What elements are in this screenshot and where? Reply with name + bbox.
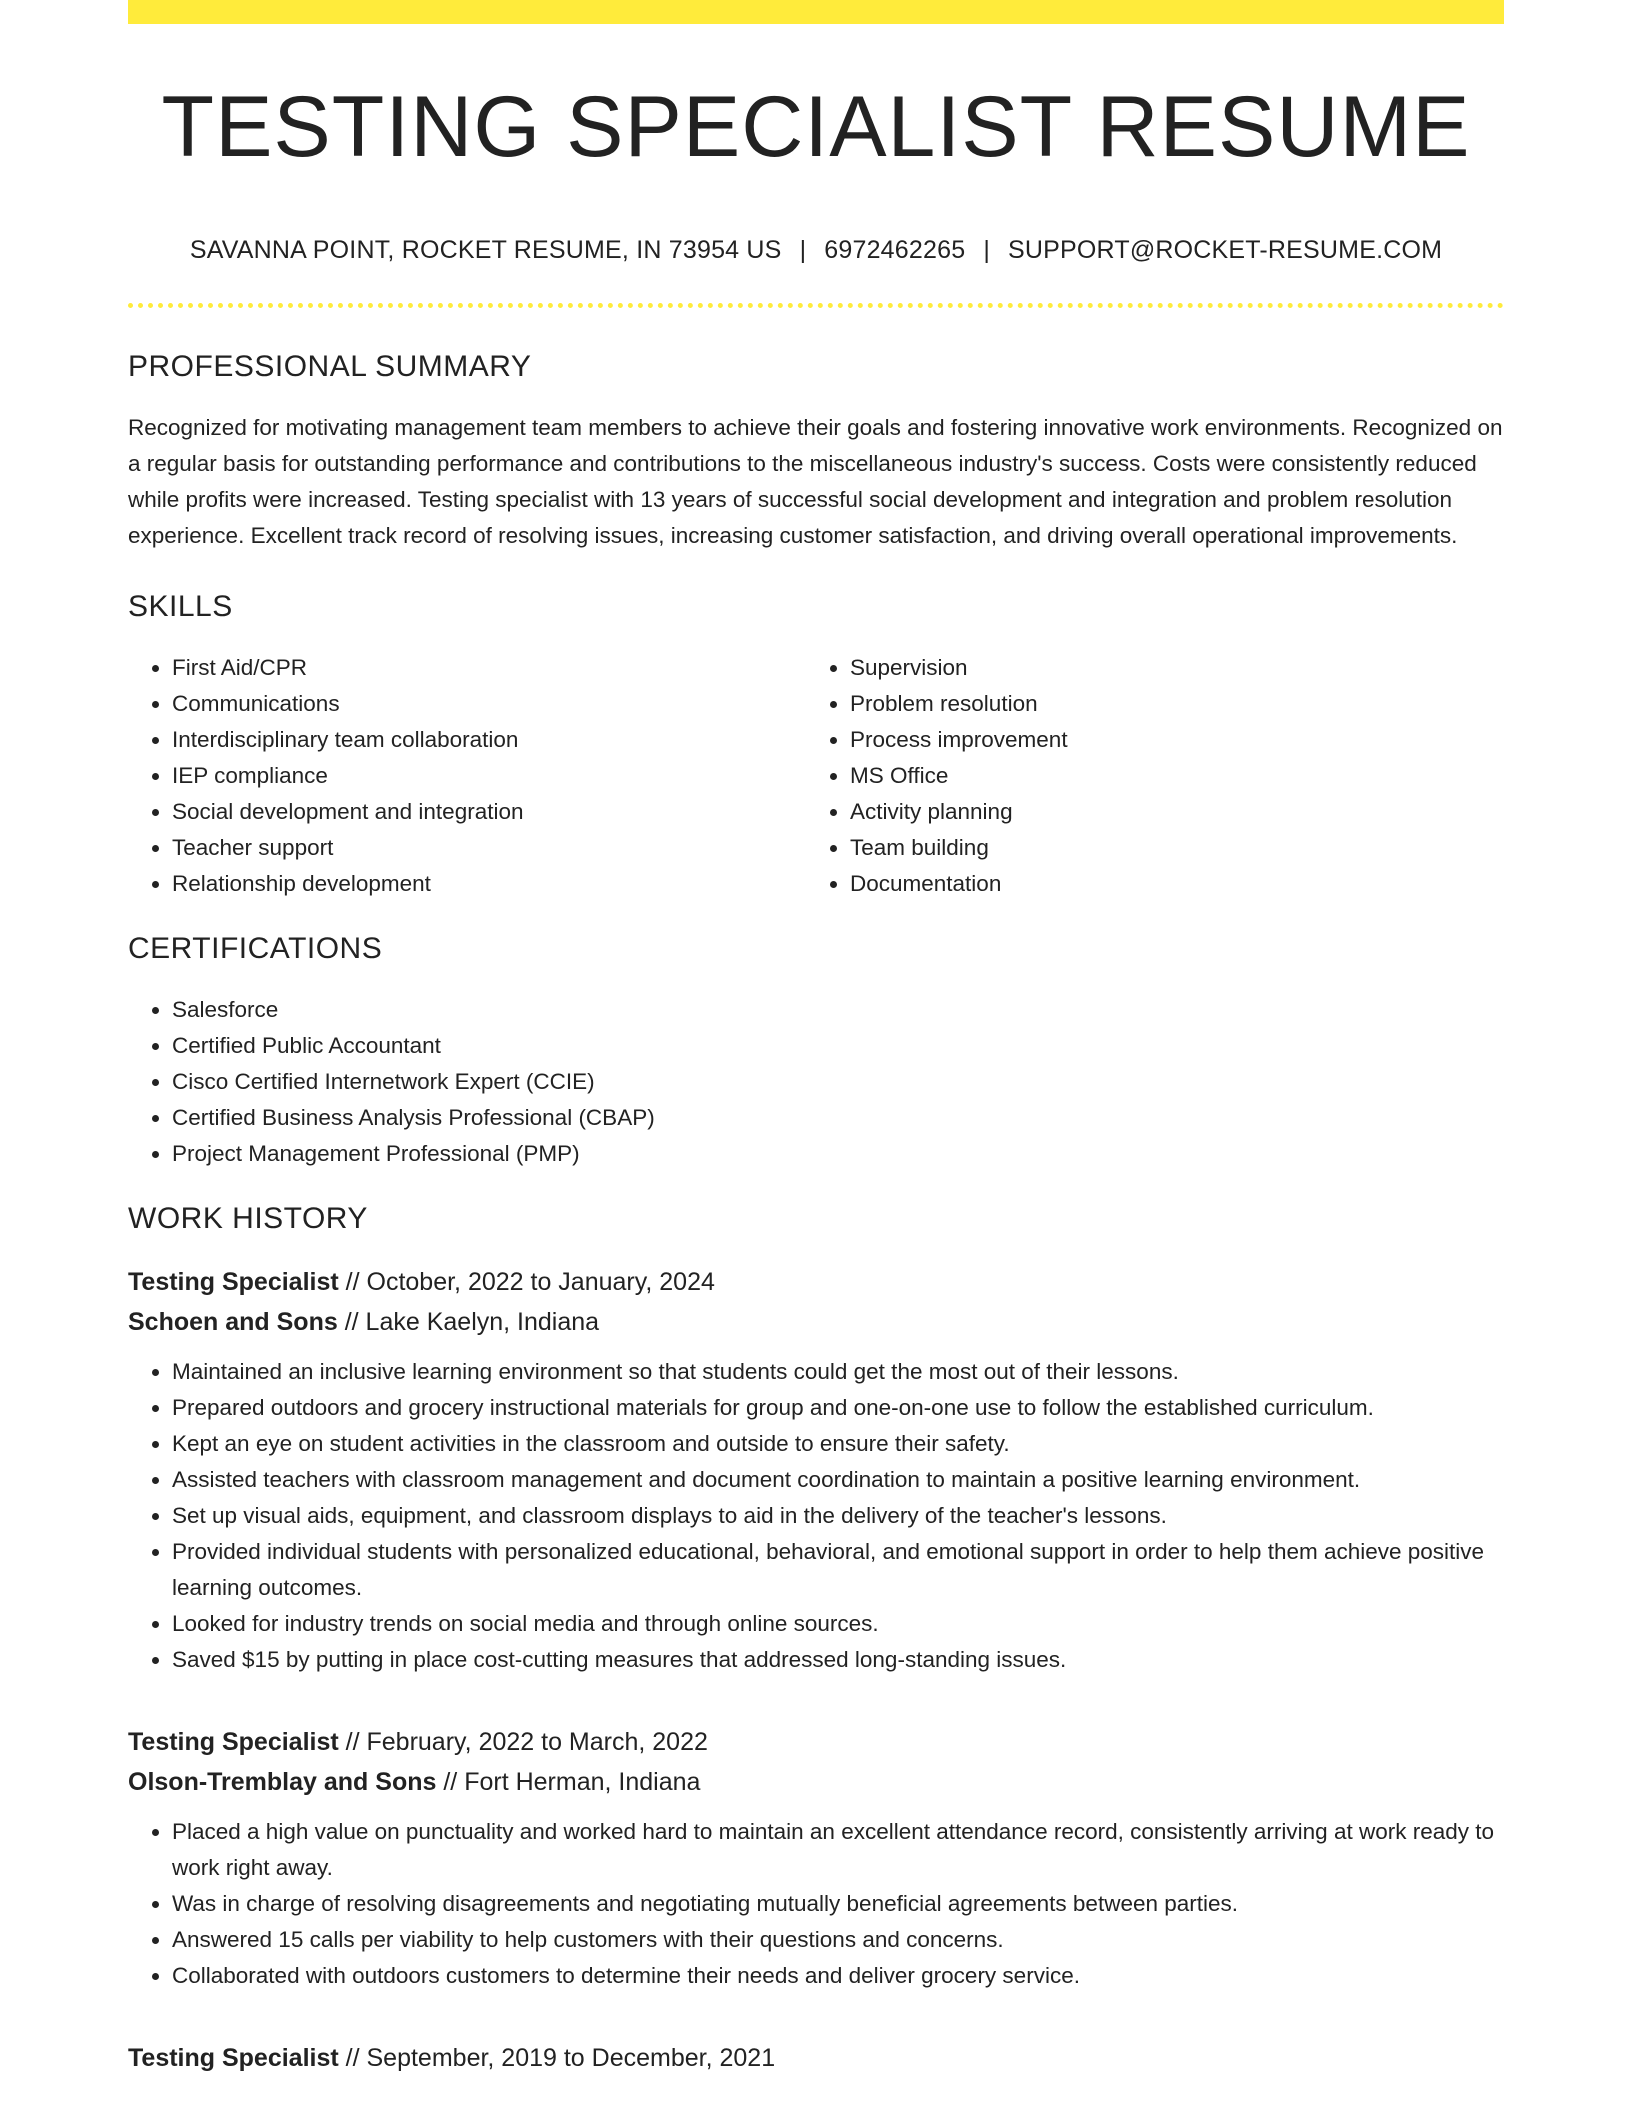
skill-item: • Communications xyxy=(172,686,806,722)
job-dates: // September, 2019 to December, 2021 xyxy=(338,2044,776,2072)
job-company-line xyxy=(128,1302,1504,1342)
certifications-list xyxy=(128,992,1504,1172)
job-title-line xyxy=(128,1262,1504,1302)
certification-item: • Certified Business Analysis Professional (CBAP) xyxy=(172,1100,1504,1136)
accent-top-bar xyxy=(128,0,1504,24)
job-title: Testing Specialist xyxy=(128,2044,339,2072)
resume-title: TESTING SPECIALIST RESUME xyxy=(161,79,1471,175)
job-duty: • Saved $15 by putting in place cost-cutting measures that addressed long-standing issues. xyxy=(172,1642,1504,1678)
job-duty: • Set up visual aids, equipment, and classroom displays to aid in the delivery of the teacher's lessons. xyxy=(172,1498,1504,1534)
summary-heading: PROFESSIONAL SUMMARY xyxy=(128,350,532,383)
job-duty: • Maintained an inclusive learning environment so that students could get the most out of their lessons. xyxy=(172,1354,1504,1390)
summary-text: Recognized for motivating management team members to achieve their goals and fostering innovative work environments. Recognized on a regular basis for outstanding performance and contributions to the miscellaneous industry's success. Costs were consistently reduced while profits were increased. Testing specialist with 13 years of successful social development and integration and problem resolution experience. Excellent track record of resolving issues, increasing customer satisfaction, and driving overall operational improvements. xyxy=(128,415,1503,548)
contact-separator: | xyxy=(799,236,807,264)
job-duties-list xyxy=(128,1814,1504,1994)
contact-separator: | xyxy=(983,236,991,264)
job-duty: • Kept an eye on student activities in the classroom and outside to ensure their safety. xyxy=(172,1426,1504,1462)
header-divider xyxy=(128,303,1504,308)
job-duty: • Placed a high value on punctuality and worked hard to maintain an excellent attendance record, consistently arriving at work ready to work right away. xyxy=(172,1814,1504,1886)
job-title-line xyxy=(128,2038,1504,2078)
skills-heading: SKILLS xyxy=(128,590,233,623)
job-title: Testing Specialist xyxy=(128,1728,339,1756)
job-entry xyxy=(128,1722,1504,1994)
certifications-heading: CERTIFICATIONS xyxy=(128,932,383,965)
job-duty: • Assisted teachers with classroom management and document coordination to maintain a positive learning environment. xyxy=(172,1462,1504,1498)
skill-item: • Relationship development xyxy=(172,866,806,902)
contact-email: SUPPORT@ROCKET-RESUME.COM xyxy=(1008,236,1443,264)
job-location: // Lake Kaelyn, Indiana xyxy=(337,1308,600,1336)
certification-item: • Project Management Professional (PMP) xyxy=(172,1136,1504,1172)
certification-item: • Cisco Certified Internetwork Expert (CCIE) xyxy=(172,1064,1504,1100)
skills-column-right xyxy=(806,650,1484,902)
skill-item: • Documentation xyxy=(850,866,1484,902)
contact-phone: 6972462265 xyxy=(824,236,966,264)
job-duty: • Answered 15 calls per viability to help customers with their questions and concerns. xyxy=(172,1922,1504,1958)
skills-list xyxy=(128,650,1504,902)
job-duty: • Looked for industry trends on social media and through online sources. xyxy=(172,1606,1504,1642)
skill-item: • IEP compliance xyxy=(172,758,806,794)
job-duty: • Was in charge of resolving disagreements and negotiating mutually beneficial agreements between parties. xyxy=(172,1886,1504,1922)
job-duty: • Provided individual students with personalized educational, behavioral, and emotional support in order to help them achieve positive learning outcomes. xyxy=(172,1534,1504,1606)
job-company: Schoen and Sons xyxy=(128,1308,338,1336)
certification-item: • Certified Public Accountant xyxy=(172,1028,1504,1064)
skill-item: • Activity planning xyxy=(850,794,1484,830)
skill-item: • Supervision xyxy=(850,650,1484,686)
contact-line xyxy=(128,236,1504,265)
skill-item: • Problem resolution xyxy=(850,686,1484,722)
skill-item: • Social development and integration xyxy=(172,794,806,830)
job-dates: // October, 2022 to January, 2024 xyxy=(338,1268,715,1296)
job-duties-list xyxy=(128,1354,1504,1678)
work-history-heading: WORK HISTORY xyxy=(128,1202,368,1235)
job-location: // Fort Herman, Indiana xyxy=(436,1768,701,1796)
skill-item: • Interdisciplinary team collaboration xyxy=(172,722,806,758)
skill-item: • Process improvement xyxy=(850,722,1484,758)
job-title-line xyxy=(128,1722,1504,1762)
skill-item: • MS Office xyxy=(850,758,1484,794)
job-dates: // February, 2022 to March, 2022 xyxy=(338,1728,708,1756)
contact-address: SAVANNA POINT, ROCKET RESUME, IN 73954 US xyxy=(189,236,782,264)
job-company-line xyxy=(128,1762,1504,1802)
job-entry xyxy=(128,2038,1504,2078)
resume-page xyxy=(128,0,1504,2078)
job-duty: • Prepared outdoors and grocery instructional materials for group and one-on-one use to follow the established curriculum. xyxy=(172,1390,1504,1426)
job-duty: • Collaborated with outdoors customers to determine their needs and deliver grocery service. xyxy=(172,1958,1504,1994)
skill-item: • First Aid/CPR xyxy=(172,650,806,686)
job-company: Olson-Tremblay and Sons xyxy=(128,1768,437,1796)
job-entry xyxy=(128,1262,1504,1678)
certification-item: • Salesforce xyxy=(172,992,1504,1028)
skills-column-left xyxy=(128,650,806,902)
job-title: Testing Specialist xyxy=(128,1268,339,1296)
skill-item: • Teacher support xyxy=(172,830,806,866)
skill-item: • Team building xyxy=(850,830,1484,866)
